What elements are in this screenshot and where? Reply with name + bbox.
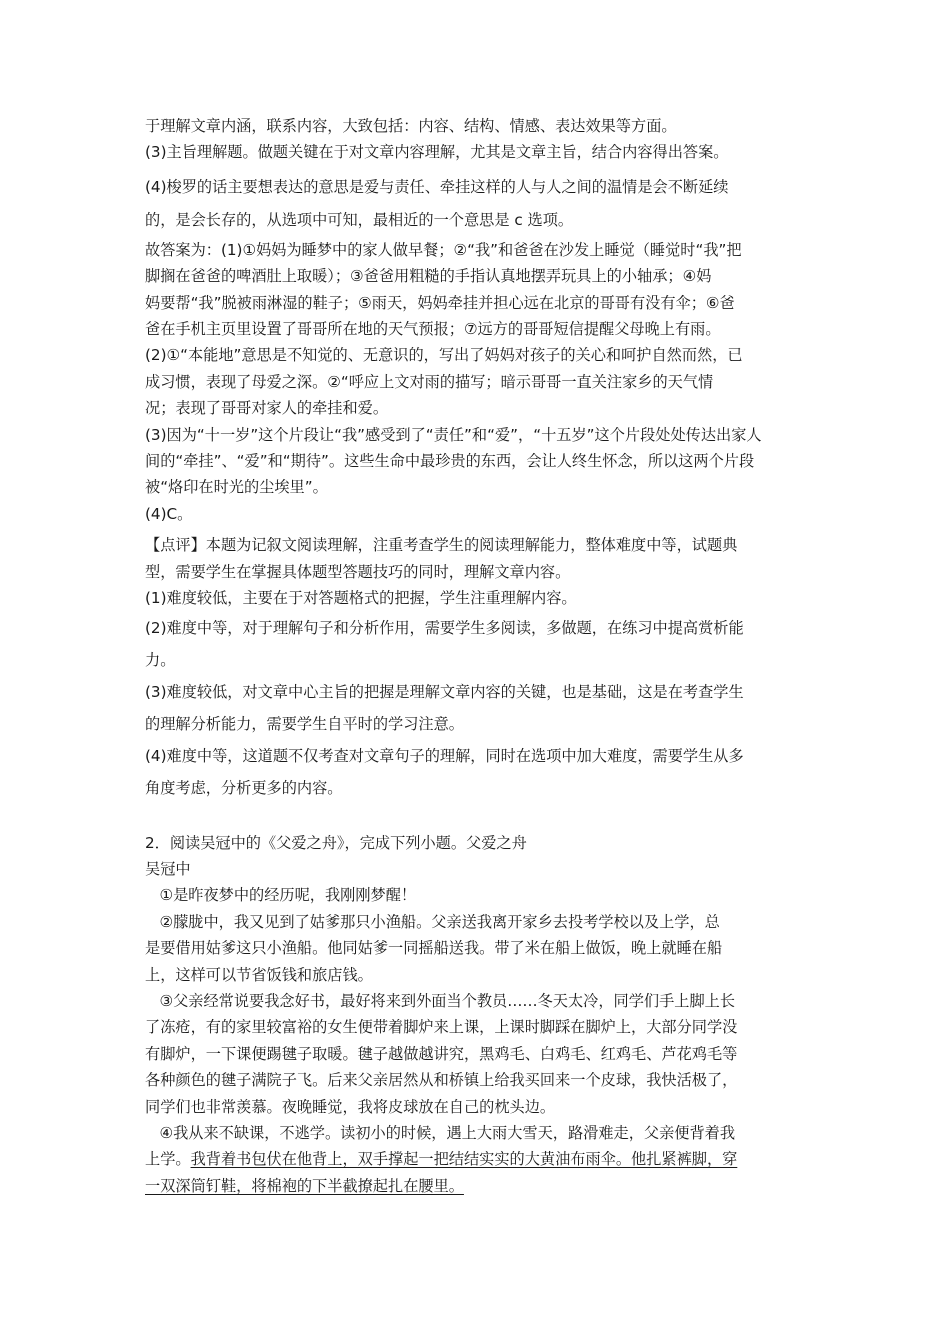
answer-block (145, 237, 810, 527)
text-line: (4)梭罗的话主要想表达的意思是爱与责任、牵挂这样的人与人之间的温情是会不断延续 (145, 177, 729, 196)
underlined-sentence: 一双深筒钉鞋，将棉袍的下半截撩起扎在腰里。 (145, 1176, 464, 1195)
text-line: 妈要帮“我”脱被雨淋湿的鞋子；⑤雨天，妈妈牵挂并担心远在北京的哥哥有没有伞；⑥爸 (145, 293, 735, 312)
text-line: 上，这样可以节省饭钱和旅店钱。 (145, 965, 373, 984)
text-line: ④我从来不缺课，不逃学。读初小的时候，遇上大雨大雪天，路滑难走，父亲便背着我 (145, 1123, 736, 1142)
text-line: 脚搁在爸爸的啤酒肚上取暖）；③爸爸用粗糙的手指认真地摆弄玩具上的小轴承；④妈 (145, 267, 712, 286)
text-line: ①是昨夜梦中的经历呢，我刚刚梦醒！ (145, 886, 417, 905)
comment-block (145, 532, 810, 803)
document-page (145, 113, 810, 1199)
text-line: 同学们也非常羡慕。夜晚睡觉，我将皮球放在自己的枕头边。 (145, 1097, 556, 1116)
text-line: 况；表现了哥哥对家人的牵挂和爱。 (145, 399, 388, 418)
underlined-sentence: 我背着书包伏在他背上，双手撑起一把结结实实的大黄油布雨伞。他扎紧裤脚，穿 (190, 1150, 738, 1169)
text-line: ②朦胧中，我又见到了姑爹那只小渔船。父亲送我离开家乡去投考学校以及上学，总 (145, 912, 720, 931)
text-line: (3)难度较低，对文章中心主旨的把握是理解文章内容的关键，也是基础，这是在考查学生 (145, 682, 744, 701)
text-line: 了冻疮，有的家里较富裕的女生便带着脚炉来上课，上课时脚踩在脚炉上，大部分同学没 (145, 1018, 738, 1037)
text-line: 各种颜色的毽子满院子飞。后来父亲居然从和桥镇上给我买回来一个皮球，我快活极了， (145, 1071, 738, 1090)
text-line: 是要借用姑爹这只小渔船。他同姑爹一同摇船送我。带了米在船上做饭，晚上就睡在船 (145, 939, 723, 958)
text-line: 于理解文章内涵，联系内容，大致包括：内容、结构、情感、表达效果等方面。 (145, 117, 677, 135)
text-line: (4)C。 (145, 504, 193, 523)
text-line: (3)主旨理解题。做题关键在于对文章内容理解，尤其是文章主旨，结合内容得出答案。 (145, 143, 729, 162)
text-line: 有脚炉，一下课便踢毽子取暖。毽子越做越讲究，黑鸡毛、白鸡毛、红鸡毛、芦花鸡毛等 (145, 1044, 738, 1063)
text-line (145, 1173, 810, 1199)
text-line: (2)①“本能地”意思是不知觉的、无意识的，写出了妈妈对孩子的关心和呵护自然而然，已 (145, 346, 743, 365)
text-line: 型，需要学生在掌握具体题型答题技巧的同时，理解文章内容。 (145, 562, 571, 581)
text-line: 成习惯，表现了母爱之深。②“呼应上文对雨的描写；暗示哥哥一直关注家乡的天气情 (145, 372, 714, 391)
text-line: (4)难度中等，这道题不仅考查对文章句子的理解，同时在选项中加大难度，需要学生从多 (145, 746, 744, 765)
passage-section (145, 830, 810, 1200)
text-line: 爸在手机主页里设置了哥哥所在地的天气预报；⑦远方的哥哥短信提醒父母晚上有雨。 (145, 320, 721, 339)
text-line: ③父亲经常说要我念好书，最好将来到外面当个教员……冬天太冷，同学们手上脚上长 (145, 991, 736, 1010)
text-line: (3)因为“十一岁”这个片段让“我”感受到了“责任”和“爱”，“十五岁”这个片段处处传达出家人 (145, 425, 762, 444)
text-line: 角度考虑，分析更多的内容。 (145, 778, 343, 797)
text-line: 【点评】本题为记叙文阅读理解，注重考查学生的阅读理解能力，整体难度中等，试题典 (145, 536, 738, 555)
question-heading: 2．阅读吴冠中的《父爱之舟》，完成下列小题。父爱之舟 (145, 833, 527, 852)
text-line: 力。 (145, 650, 176, 669)
text-line: 的理解分析能力，需要学生自平时的学习注意。 (145, 714, 464, 733)
passage-author: 吴冠中 (145, 859, 191, 878)
text-line: (1)难度较低，主要在于对答题格式的把握，学生注重理解内容。 (145, 589, 577, 608)
text-line: (2)难度中等，对于理解句子和分析作用，需要学生多阅读，多做题，在练习中提高赏析能 (145, 618, 744, 637)
text-line (145, 1146, 810, 1172)
text-plain: 上学。 (145, 1150, 191, 1169)
text-line: 的，是会长存的，从选项中可知，最相近的一个意思是 c 选项。 (145, 210, 574, 229)
text-line: 被“烙印在时光的尘埃里”。 (145, 478, 328, 497)
text-line: 间的“牵挂”、“爱”和“期待”。这些生命中最珍贵的东西，会让人终生怀念，所以这两个片段 (145, 452, 755, 471)
text-line: 故答案为：(1)①妈妈为睡梦中的家人做早餐；②“我”和爸爸在沙发上睡觉（睡觉时“我”把 (145, 240, 742, 259)
